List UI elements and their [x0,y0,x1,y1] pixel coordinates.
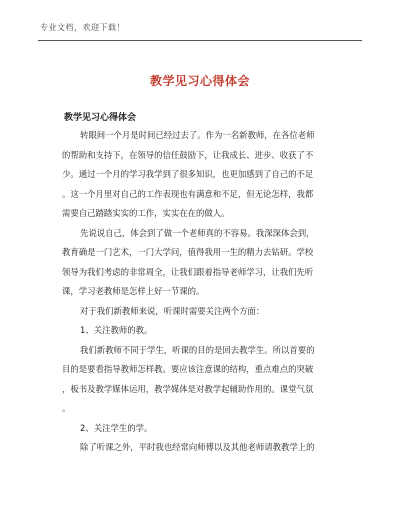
paragraph-line: 。这一个月里对自己的工作表现也有满意和不足，但无论怎样，我都 [62,188,314,199]
paragraph-line: 需要自己踏踏实实的工作，实实在在的做人。 [62,208,230,218]
document-title: 教学见习心得体会 [149,74,250,88]
paragraph-line: 。 [62,403,71,413]
paragraph-line: 少。通过一个月的学习我学到了很多知识，也更加感到了自己的不足 [62,169,314,179]
section-subtitle: 教学见习心得体会 [64,113,137,123]
header-divider [38,40,362,41]
paragraph-line: ，板书及教学媒体运用，教学媒体是对教学起辅助作用的。课堂气氛 [62,383,314,394]
paragraph-line: 的帮助和支持下，在领导的信任鼓励下，让我成长、进步、收获了不 [62,149,314,160]
paragraph-line: 我们新教师不同于学生，听课的目的是回去教学生。所以首要的 [80,344,315,355]
paragraph-line: 教育确是一门艺术，一门大学问，值得我用一生的精力去钻研。学校 [62,247,314,257]
paragraph-line: 领导为我们考虑的非常周全，让我们跟着指导老师学习，让我们先听 [62,266,314,277]
paragraph-line: 目的是要看指导教师怎样教。要应该注意课的结构，重点难点的突破 [62,364,314,374]
paragraph-line: 对于我们新教师来说，听课时需要关注两个方面： [80,305,265,316]
paragraph-line: 转眼间一个月是时间已经过去了。作为一名新教师，在各位老师 [80,130,315,140]
section-heading: 1、关注教师的教。 [80,325,153,335]
section-heading: 2、关注学生的学。 [80,422,153,433]
paragraph-line: 课，学习老教师是怎样上好一节课的。 [62,286,205,296]
paragraph-line: 除了听课之外，平时我也经常向师傅以及其他老师请教教学上的 [80,442,315,452]
header-note: 专业文档，欢迎下载！ [40,23,125,32]
document-body [62,126,340,458]
paragraph-line: 先说说自己，体会到了做一个老师真的不容易。我深深体会到， [80,227,315,238]
